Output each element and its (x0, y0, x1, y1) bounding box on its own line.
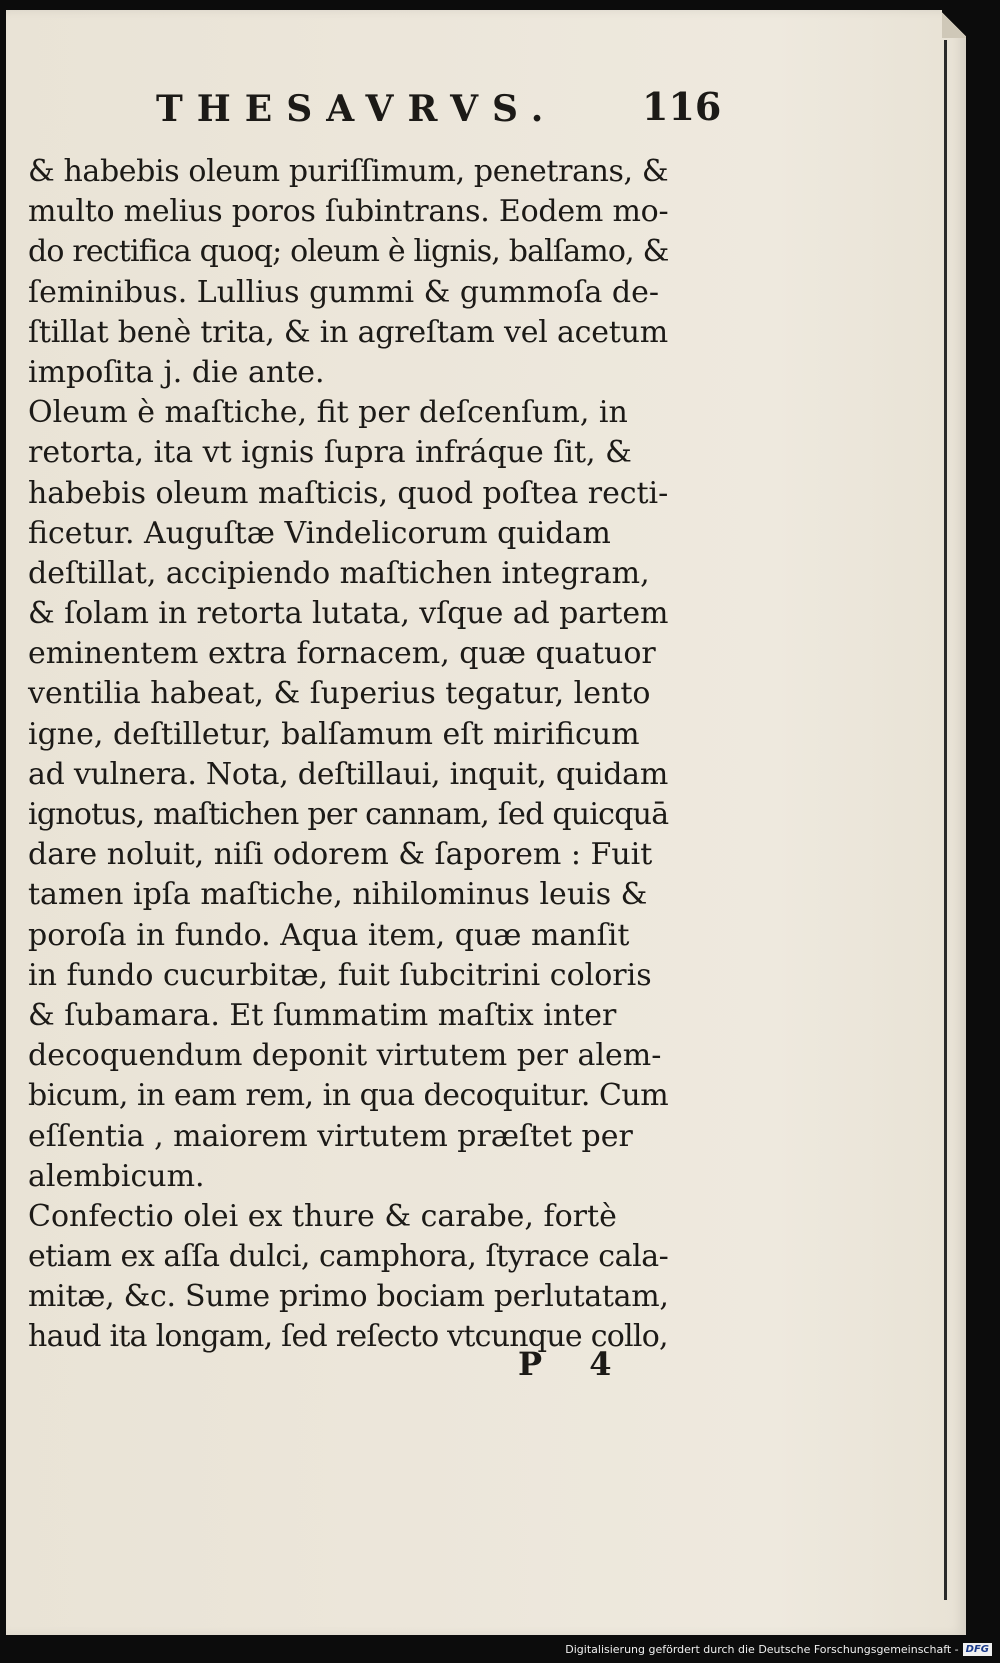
text-line: bicum, in eam rem, in qua decoquitur. Cum (28, 1078, 669, 1114)
text-line: decoquendum deponit virtutem per alem- (28, 1038, 662, 1074)
signature-mark: P 4 (518, 1345, 630, 1383)
page-corner-fold (942, 10, 966, 38)
funding-notice (565, 1643, 992, 1656)
text-line: ignotus, maſtichen per cannam, ſed quicquā (28, 797, 669, 832)
text-line: haud ita longam, ſed reſecto vtcunque collo, (28, 1319, 668, 1355)
text-line: alembicum. (28, 1158, 205, 1194)
text-line: impoſita j. die ante. (28, 354, 325, 390)
funding-text: Digitalisierung gefördert durch die Deutsche Forschungsgemeinschaft - (565, 1643, 959, 1656)
text-line: ad vulnera. Nota, deſtillaui, inquit, quidam (28, 756, 669, 792)
text-line: & habebis oleum puriſſimum, penetrans, & (28, 154, 669, 189)
text-line: ſeminibus. Lullius gummi & gummoſa de- (28, 274, 659, 310)
text-line: in fundo cucurbitæ, fuit ſubcitrini coloris (28, 957, 652, 993)
text-line: igne, deſtilletur, balſamum eſt mirificum (28, 716, 640, 752)
text-line: dare noluit, niſi odorem & ſaporem : Fuit (28, 837, 653, 873)
book-page (6, 10, 966, 1635)
text-line: habebis oleum maſticis, quod poſtea recti- (28, 475, 669, 511)
page-number: 116 (642, 84, 722, 129)
text-line: Oleum è maſtiche, fit per deſcenſum, in (28, 395, 628, 431)
body-text (28, 152, 718, 1358)
text-line: etiam ex aſſa dulci, camphora, ſtyrace cala- (28, 1239, 669, 1275)
text-line: & ſubamara. Et ſummatim maſtix inter (28, 997, 617, 1033)
text-line: poroſa in fundo. Aqua item, quæ manſit (28, 917, 630, 953)
text-line: retorta, ita vt ignis ſupra infráque ſit, & (28, 435, 632, 471)
text-line: ſtillat benè trita, & in agreſtam vel acetum (28, 314, 668, 350)
text-line: ventilia habeat, & ſuperius tegatur, lento (28, 676, 651, 712)
text-line: eminentem extra fornacem, quæ quatuor (28, 636, 656, 672)
footer-bar (0, 1638, 1000, 1663)
text-line: tamen ipſa maſtiche, nihilominus leuis & (28, 877, 648, 913)
running-head: THESAVRVS. (156, 88, 558, 130)
text-line: mitæ, &c. Sume primo bociam perlutatam, (28, 1279, 669, 1315)
text-line: ficetur. Auguſtæ Vindelicorum quidam (28, 515, 611, 551)
text-line: multo melius poros ſubintrans. Eodem mo- (28, 194, 669, 230)
text-line: eſſentia , maiorem virtutem præſtet per (28, 1118, 633, 1154)
text-line: & ſolam in retorta lutata, vſque ad partem (28, 596, 669, 632)
text-line: deſtillat, accipiendo maſtichen integram, (28, 555, 650, 591)
text-line: Confectio olei ex thure & carabe, fortè (28, 1198, 617, 1234)
dfg-logo: DFG (963, 1643, 992, 1656)
page-edge-shadow (944, 40, 947, 1600)
text-line: do rectifica quoq; oleum è lignis, balſamo, & (28, 234, 669, 270)
